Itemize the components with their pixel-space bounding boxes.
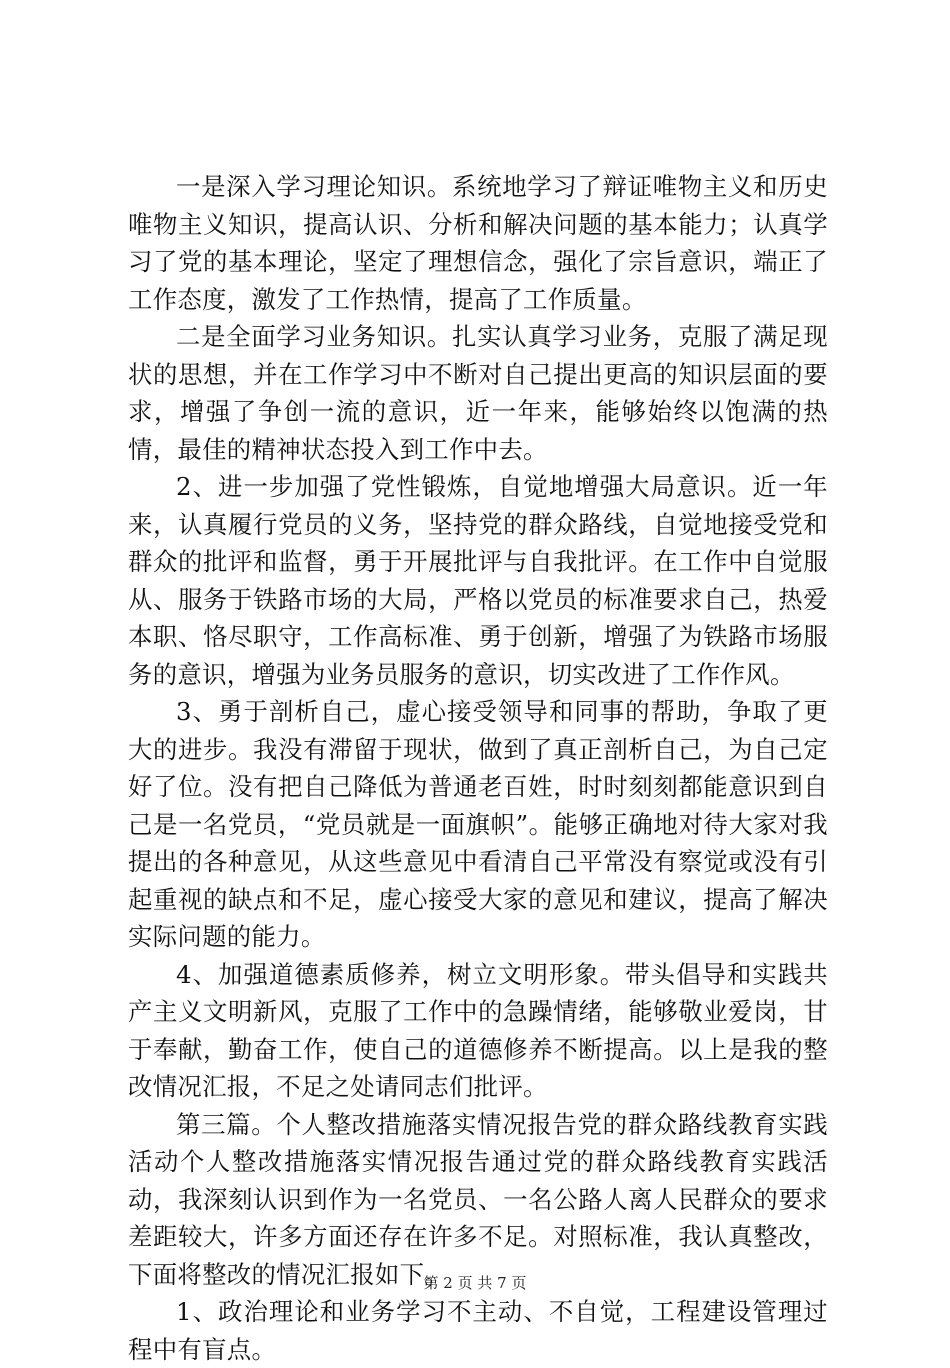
- document-body: [128, 168, 828, 1368]
- paragraph-item-2: 2、进一步加强了党性锻炼，自觉地增强大局意识。近一年来，认真履行党员的义务，坚持党的群众路线，自觉地接受党和群众的批评和监督，勇于开展批评与自我批评。在工作中自觉服从、服务于铁路市场的大局，严格以党员的标准要求自己，热爱本职、恪尽职守，工作高标准、勇于创新，增强了为铁路市场服务的意识，增强为业务员服务的意识，切实改进了工作作风。: [128, 472, 828, 689]
- paragraph-study-theory: 一是深入学习理论知识。系统地学习了辩证唯物主义和历史唯物主义知识，提高认识、分析和解决问题的基本能力；认真学习了党的基本理论，坚定了理想信念，强化了宗旨意识，端正了工作态度，激发了工作热情，提高了工作质量。: [128, 172, 828, 314]
- paragraph-part-three: 第三篇。个人整改措施落实情况报告党的群众路线教育实践活动个人整改措施落实情况报告通过党的群众路线教育实践活动，我深刻认识到作为一名党员、一名公路人离人民群众的要求差距较大，许多方面还存在许多不足。对照标准，我认真整改，下面将整改的情况汇报如下。: [128, 1109, 828, 1289]
- page-number-footer: 第 2 页 共 7 页: [423, 1274, 527, 1292]
- paragraph-item-1: 1、政治理论和业务学习不主动、不自觉，工程建设管理过程中有盲点。: [128, 1297, 828, 1364]
- paragraph-item-3: 3、勇于剖析自己，虚心接受领导和同事的帮助，争取了更大的进步。我没有滞留于现状，做到了真正剖析自己，为自己定好了位。没有把自己降低为普通老百姓，时时刻刻都能意识到自己是一名党员，“党员就是一面旗帜”。能够正确地对待大家对我提出的各种意见，从这些意见中看清自己平常没有察觉或没有引起重视的缺点和不足，虚心接受大家的意见和建议，提高了解决实际问题的能力。: [128, 697, 828, 951]
- paragraph-item-4: 4、加强道德素质修养，树立文明形象。带头倡导和实践共产主义文明新风，克服了工作中的急躁情绪，能够敬业爱岗，甘于奉献，勤奋工作，使自己的道德修养不断提高。以上是我的整改情况汇报，不足之处请同志们批评。: [128, 959, 828, 1101]
- paragraph-study-business: 二是全面学习业务知识。扎实认真学习业务，克服了满足现状的思想，并在工作学习中不断对自己提出更高的知识层面的要求，增强了争创一流的意识，近一年来，能够始终以饱满的热情，最佳的精神状态投入到工作中去。: [128, 322, 828, 464]
